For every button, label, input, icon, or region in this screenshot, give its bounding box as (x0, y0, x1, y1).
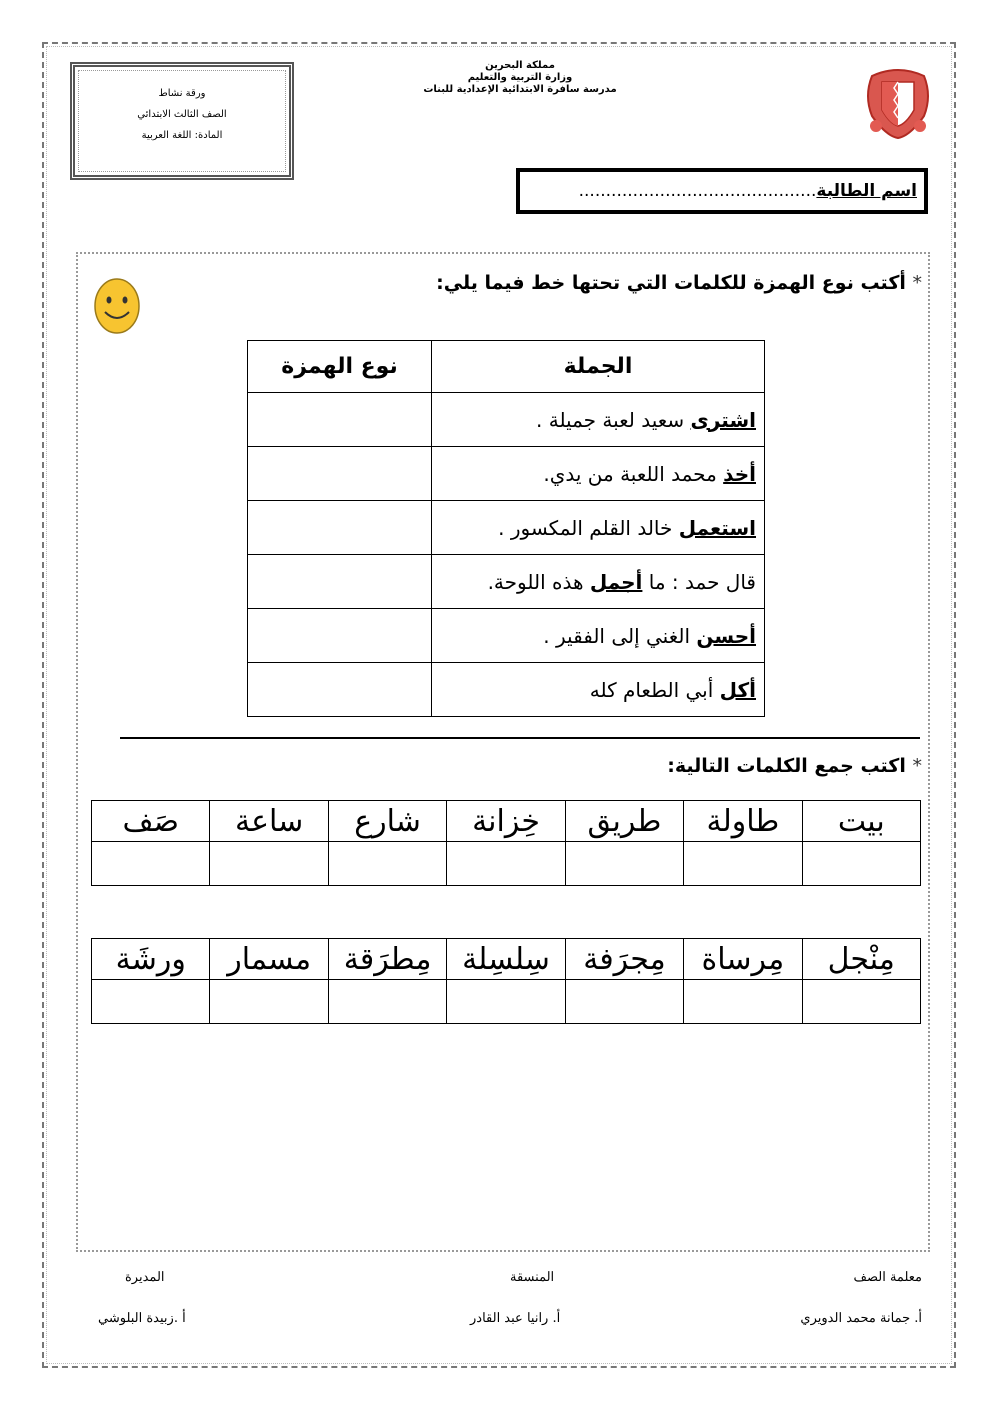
plural-answer-cell[interactable] (92, 980, 210, 1024)
sentence-cell: استعمل خالد القلم المكسور . (432, 501, 765, 555)
plural-answer-cell[interactable] (447, 980, 565, 1024)
words-row (92, 939, 921, 980)
student-name-field[interactable] (516, 168, 928, 214)
underlined-word: أكل (719, 677, 756, 702)
word-cell: بيت (802, 801, 920, 842)
plural-answer-cell[interactable] (802, 980, 920, 1024)
word-cell: خِزانة (447, 801, 565, 842)
plural-answer-cell[interactable] (684, 980, 802, 1024)
sentence-cell: أحسن الغني إلى الفقير . (432, 609, 765, 663)
plural-words-table-1 (91, 800, 921, 886)
plural-answer-cell[interactable] (328, 842, 446, 886)
plural-answer-cell[interactable] (684, 842, 802, 886)
words-row (92, 801, 921, 842)
answer-cell[interactable] (248, 393, 432, 447)
answer-cell[interactable] (248, 663, 432, 717)
table-row (248, 501, 765, 555)
word-cell: مِرساة (684, 939, 802, 980)
teacher-name: أ. جمانة محمد الدويري (800, 1311, 922, 1326)
kingdom-name: مملكة البحرين (485, 60, 555, 71)
coordinator-title: المنسقة (510, 1270, 555, 1285)
sentence-cell: قال حمد : ما أجمل هذه اللوحة. (432, 555, 765, 609)
worksheet-type: ورقة نشاط (158, 88, 206, 99)
word-cell: ورشَة (92, 939, 210, 980)
smiley-face-icon (92, 276, 142, 336)
worksheet-info-box (70, 62, 294, 180)
answers-row (92, 842, 921, 886)
principal-name: أ .زبيدة البلوشي (98, 1311, 186, 1326)
underlined-word: اشترى (690, 407, 756, 432)
answer-cell[interactable] (248, 555, 432, 609)
bahrain-emblem-logo (858, 66, 938, 140)
question-2-title (667, 755, 922, 777)
word-cell: طاولة (684, 801, 802, 842)
word-cell: مِنْجل (802, 939, 920, 980)
question-2-text: اكتب جمع الكلمات التالية: (667, 755, 906, 777)
student-name-label: اسم الطالبة (816, 181, 917, 201)
plural-answer-cell[interactable] (565, 842, 683, 886)
column-header-hamza-type: نوع الهمزة (248, 341, 432, 393)
word-cell: صَف (92, 801, 210, 842)
question-1-text: أكتب نوع الهمزة للكلمات التي تحتها خط فيما يلي: (436, 272, 906, 294)
sentence-cell: اشترى سعيد لعبة جميلة . (432, 393, 765, 447)
column-header-sentence: الجملة (432, 341, 765, 393)
underlined-word: استعمل (678, 515, 756, 540)
underlined-word: أحسن (696, 623, 756, 648)
word-cell: مِطرَقة (328, 939, 446, 980)
plural-answer-cell[interactable] (210, 842, 328, 886)
hamza-type-table (247, 340, 765, 717)
plural-words-table-2 (91, 938, 921, 1024)
table-row (248, 447, 765, 501)
section-divider (120, 737, 920, 739)
plural-answer-cell[interactable] (447, 842, 565, 886)
plural-answer-cell[interactable] (210, 980, 328, 1024)
underlined-word: أجمل (589, 569, 643, 594)
table-row (248, 555, 765, 609)
principal-title: المديرة (125, 1270, 165, 1285)
subject: المادة: اللغة العربية (141, 130, 223, 141)
question-2-star: * (912, 755, 922, 777)
answers-row (92, 980, 921, 1024)
plural-answer-cell[interactable] (565, 980, 683, 1024)
teacher-title: معلمة الصف (853, 1270, 922, 1285)
student-name-blank: ............................................ (578, 181, 817, 201)
underlined-word: أخذ (723, 461, 756, 486)
answer-cell[interactable] (248, 609, 432, 663)
school-name: مدرسة سافرة الابتدائية الإعدادية للبنات (423, 84, 617, 95)
table-row (248, 663, 765, 717)
word-cell: سِلسِلة (447, 939, 565, 980)
table-row (248, 609, 765, 663)
table-row (248, 393, 765, 447)
ministry-header (420, 60, 620, 96)
word-cell: مِجرَفة (565, 939, 683, 980)
sentence-cell: أكل أبي الطعام كله (432, 663, 765, 717)
word-cell: طريق (565, 801, 683, 842)
answer-cell[interactable] (248, 501, 432, 555)
coordinator-name: أ. رانيا عبد القادر (470, 1311, 561, 1326)
ministry-name: وزارة التربية والتعليم (467, 72, 573, 83)
sentence-cell: أخذ محمد اللعبة من يدي. (432, 447, 765, 501)
plural-answer-cell[interactable] (802, 842, 920, 886)
plural-answer-cell[interactable] (92, 842, 210, 886)
answer-cell[interactable] (248, 447, 432, 501)
grade-level: الصف الثالث الابتدائي (137, 109, 227, 120)
question-1-star: * (912, 272, 922, 294)
word-cell: شارع (328, 801, 446, 842)
word-cell: ساعة (210, 801, 328, 842)
plural-answer-cell[interactable] (328, 980, 446, 1024)
question-1-title (436, 272, 922, 294)
word-cell: مسمار (210, 939, 328, 980)
